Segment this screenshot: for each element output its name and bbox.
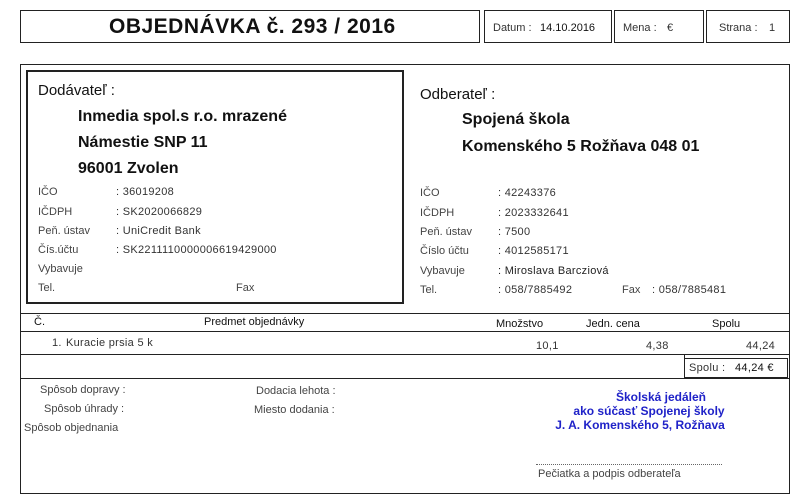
delivery-method-label: Spôsob dopravy : xyxy=(40,384,126,396)
customer-fax-label: Fax xyxy=(622,284,641,296)
customer-bank-label: Peň. ústav xyxy=(420,226,472,238)
supplier-ico-label: IČO xyxy=(38,186,58,198)
customer-tel-value: : 058/7885492 xyxy=(498,284,573,296)
customer-fax-value: : 058/7885481 xyxy=(652,284,727,296)
grand-total-value: 44,24 € xyxy=(735,362,774,374)
row-qty: 10,1 xyxy=(536,340,559,352)
title-box xyxy=(20,10,480,43)
supplier-tel-label: Tel. xyxy=(38,282,56,294)
supplier-ico-value: : 36019208 xyxy=(116,186,175,198)
stamp-line-3: J. A. Komenského 5, Rožňava xyxy=(555,418,725,432)
supplier-city: 96001 Zvolen xyxy=(78,160,179,177)
customer-bank-value: : 7500 xyxy=(498,226,531,238)
signature-line xyxy=(536,464,722,465)
table-bottom-line xyxy=(20,354,790,355)
supplier-bank-value: : UniCredit Bank xyxy=(116,225,201,237)
delivery-place-label: Miesto dodania : xyxy=(254,404,335,416)
page-value: 1 xyxy=(769,22,776,34)
page-box xyxy=(706,10,790,43)
supplier-name: Inmedia spol.s r.o. mrazené xyxy=(78,108,287,125)
col-item: Predmet objednávky xyxy=(204,316,305,328)
currency-value: € xyxy=(667,22,674,34)
customer-account-label: Číslo účtu xyxy=(420,245,469,257)
date-value: 14.10.2016 xyxy=(540,22,596,34)
delivery-time-label: Dodacia lehota : xyxy=(256,385,336,397)
page-label: Strana : xyxy=(719,22,758,34)
supplier-street: Námestie SNP 11 xyxy=(78,134,208,151)
row-total: 44,24 xyxy=(746,340,776,352)
stamp-line-1: Školská jedáleň xyxy=(615,390,707,404)
supplier-contact-label: Vybavuje xyxy=(38,263,83,275)
customer-contact-value: : Miroslava Barcziová xyxy=(498,265,609,277)
customer-ico-value: : 42243376 xyxy=(498,187,557,199)
customer-account-value: : 4012585171 xyxy=(498,245,569,257)
table-header-line xyxy=(20,331,790,332)
grand-total-label: Spolu : xyxy=(689,362,726,374)
supplier-account-label: Čís.účtu xyxy=(38,244,79,256)
document-title: OBJEDNÁVKA č. 293 / 2016 xyxy=(109,15,396,38)
customer-heading: Odberateľ : xyxy=(420,86,496,103)
supplier-fax-label: Fax xyxy=(236,282,255,294)
row-item: Kuracie prsia 5 k xyxy=(66,337,154,349)
order-method-label: Spôsob objednania xyxy=(24,422,119,434)
row-index: 1. xyxy=(52,337,62,349)
date-label: Datum : xyxy=(493,22,532,34)
supplier-icdph-value: : SK2020066829 xyxy=(116,206,203,218)
customer-name: Spojená škola xyxy=(462,111,570,128)
supplier-account-value: : SK2211110000006619429000 xyxy=(116,244,277,256)
customer-address: Komenského 5 Rožňava 048 01 xyxy=(462,138,700,155)
table-top-line xyxy=(20,313,790,314)
col-total: Spolu xyxy=(712,318,741,330)
col-price: Jedn. cena xyxy=(586,318,640,330)
signature-label: Pečiatka a podpis odberateľa xyxy=(538,468,681,480)
stamp-line-2: ako súčasť Spojenej školy xyxy=(573,404,725,418)
customer-contact-label: Vybavuje xyxy=(420,265,465,277)
grand-total-box xyxy=(684,358,788,378)
supplier-heading: Dodávateľ : xyxy=(38,82,115,99)
school-stamp xyxy=(520,390,760,432)
supplier-box xyxy=(26,70,404,304)
supplier-bank-label: Peň. ústav xyxy=(38,225,90,237)
payment-method-label: Spôsob úhrady : xyxy=(44,403,125,415)
col-qty: Množstvo xyxy=(496,318,544,330)
customer-icdph-label: IČDPH xyxy=(420,207,455,219)
customer-ico-label: IČO xyxy=(420,187,440,199)
customer-icdph-value: : 2023332641 xyxy=(498,207,569,219)
row-price: 4,38 xyxy=(646,340,669,352)
supplier-icdph-label: IČDPH xyxy=(38,206,73,218)
date-box xyxy=(484,10,612,43)
customer-tel-label: Tel. xyxy=(420,284,438,296)
currency-label: Mena : xyxy=(623,22,657,34)
footer-top-line xyxy=(20,378,790,379)
currency-box xyxy=(614,10,704,43)
col-index: Č. xyxy=(34,316,45,328)
